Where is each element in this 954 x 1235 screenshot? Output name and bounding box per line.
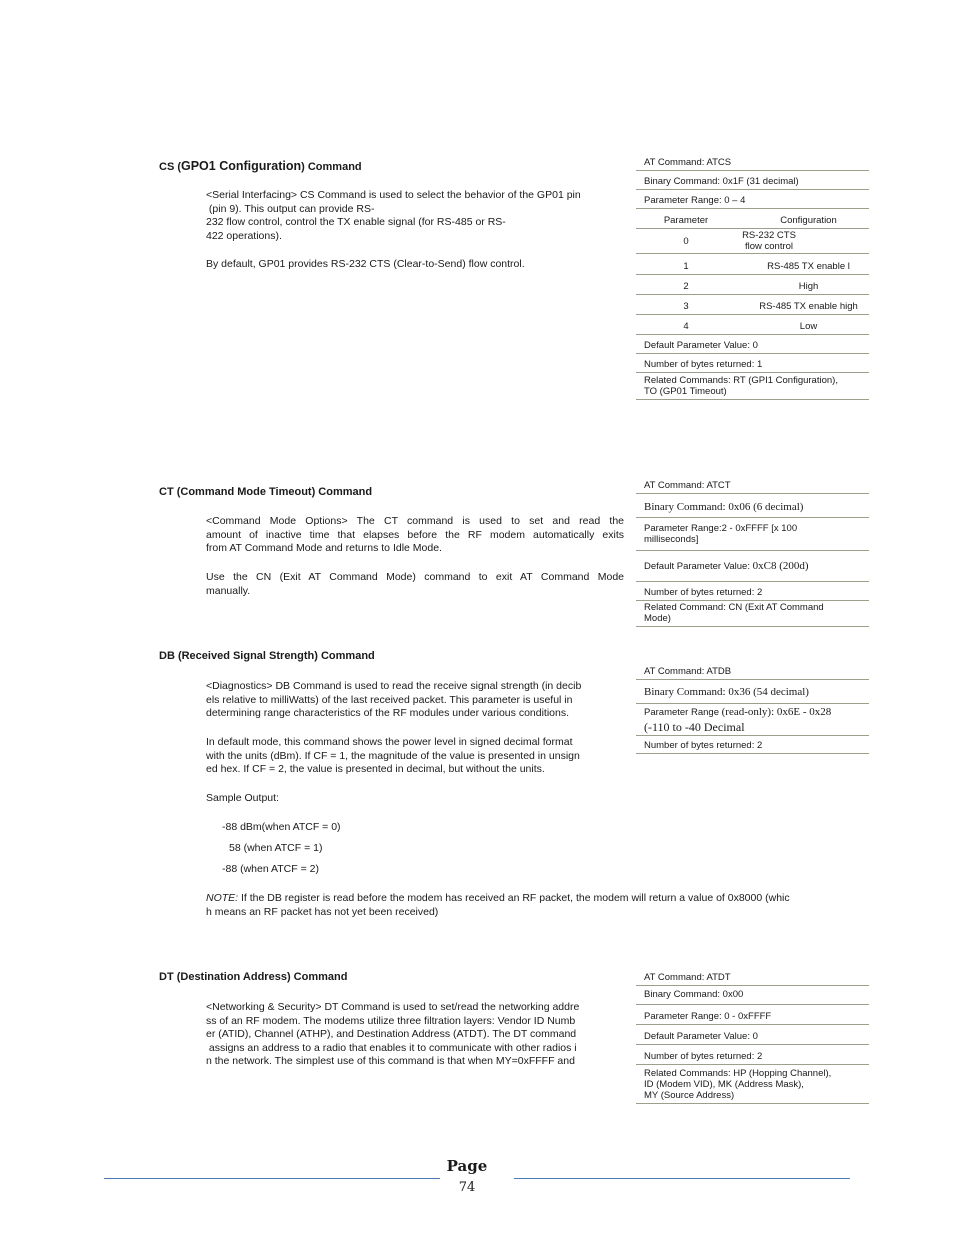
cs-parameter-range: Parameter Range: 0 – 4 [644, 195, 746, 206]
db-bytes-returned: Number of bytes returned: 2 [644, 740, 763, 751]
cs-paragraph-2: By default, GP01 provides RS-232 CTS (Clear-to-Send) flow control. [206, 258, 525, 270]
footer-rule-left [104, 1178, 440, 1179]
db-parameter-range [644, 705, 831, 734]
footer-page-number: 74 [458, 1180, 476, 1195]
dt-para1-line: <Networking & Security> DT Command is used to set/read the networking addre [206, 1001, 580, 1013]
db-note-label: NOTE: [206, 892, 239, 904]
cs-heading [159, 159, 362, 173]
ct-parameter-range-line: Parameter Range:2 - 0xFFFF [x 100 [644, 523, 798, 534]
db-info-table [636, 663, 869, 754]
ct-related-line: Related Command: CN (Exit AT Command [644, 602, 824, 613]
dt-paragraph-1 [206, 1001, 579, 1069]
cs-related-row [636, 373, 869, 400]
db-sample-line: 58 (when ATCF = 1) [229, 842, 323, 854]
db-note [206, 892, 790, 919]
cs-at-command: AT Command: ATCS [644, 157, 732, 168]
cs-option-row [636, 275, 869, 295]
ct-parameter-range-row [636, 518, 869, 551]
db-parameter-range-value: (read-only): 0x6E - 0x28 [721, 706, 832, 718]
cs-parameter-range-row [636, 190, 869, 209]
dt-default-value-row [636, 1025, 869, 1045]
dt-at-command: AT Command: ATDT [644, 972, 731, 983]
cs-binary-command-row [636, 171, 869, 190]
ct-para1-line: from AT Command Mode and returns to Idle Mode. [206, 542, 442, 554]
db-para1-line: els relative to milliWatts) of the last received packet. This parameter is useful in [206, 693, 573, 706]
db-binary-command: Binary Command: 0x36 (54 decimal) [644, 686, 809, 698]
cs-option-param: 3 [683, 301, 689, 312]
db-sample-label: Sample Output: [206, 792, 279, 804]
db-para2-line: ed hex. If CF = 2, the value is presented in decimal, but without the units. [206, 763, 545, 775]
dt-info-table [636, 969, 869, 1104]
ct-para2-line: Use the CN (Exit AT Command Mode) command to exit AT Command Mode [206, 571, 624, 583]
dt-para1-line: ss of an RF modem. The modems utilize three filtration layers: Vendor ID Numb [206, 1014, 576, 1027]
dt-related-line: MY (Source Address) [644, 1090, 735, 1101]
ct-paragraph-1 [206, 515, 624, 556]
dt-para1-line: er (ATID), Channel (ATHP), and Destination Address (ATDT). The DT command [206, 1028, 577, 1040]
dt-parameter-range-row [636, 1005, 869, 1025]
ct-at-command-row [636, 477, 869, 494]
dt-related-line: ID (Modem VID), MK (Address Mask), [644, 1079, 804, 1090]
cs-related-line: TO (GP01 Timeout) [644, 386, 727, 397]
dt-para1-line: n the network. The simplest use of this command is that when MY=0xFFFF and [206, 1055, 575, 1067]
ct-binary-command-row [636, 494, 869, 518]
footer-rule-right [514, 1178, 850, 1179]
cs-option-param: 4 [683, 321, 689, 332]
db-parameter-range-prefix: Parameter Range [644, 707, 722, 718]
cs-heading-name: GPO1 Configuration [181, 159, 302, 173]
ct-at-command: AT Command: ATCT [644, 480, 731, 491]
dt-default-value: Default Parameter Value: 0 [644, 1031, 758, 1042]
dt-bytes-returned: Number of bytes returned: 2 [644, 1051, 763, 1062]
cs-binary-command: Binary Command: 0x1F (31 decimal) [644, 176, 799, 187]
db-para1-line: <Diagnostics> DB Command is used to read the receive signal strength (in decib [206, 680, 582, 692]
ct-heading: CT (Command Mode Timeout) Command [159, 486, 373, 498]
cs-option-row [636, 229, 869, 254]
ct-para2-line: manually. [206, 584, 251, 597]
ct-paragraph-2 [206, 571, 624, 598]
footer-page-label: Page [446, 1157, 488, 1175]
db-sample-line: -88 dBm(when ATCF = 0) [222, 821, 341, 833]
cs-col-parameter: Parameter [663, 215, 709, 226]
db-at-command-row [636, 663, 869, 680]
cs-related-line: Related Commands: RT (GPI1 Configuration), [644, 375, 838, 386]
dt-binary-command-row [636, 986, 869, 1005]
db-para2-line: In default mode, this command shows the power level in signed decimal format [206, 736, 573, 748]
db-binary-command-row [636, 680, 869, 704]
cs-heading-prefix: CS ( [159, 161, 181, 173]
ct-para1-line: amount of inactive time that elapses before the RF modem automatically exits [206, 528, 624, 541]
cs-info-table [636, 152, 869, 400]
db-heading: DB (Received Signal Strength) Command [159, 650, 375, 662]
cs-option-row [636, 254, 869, 275]
ct-bytes-returned-row [636, 582, 869, 601]
cs-para1-line: <Serial Interfacing> CS Command is used to select the behavior of the GP01 pin [206, 189, 581, 201]
dt-at-command-row [636, 969, 869, 986]
cs-option-row [636, 295, 869, 315]
cs-option-config-line: RS-232 CTS [742, 230, 796, 241]
db-paragraph-2 [206, 736, 580, 777]
dt-related [644, 1068, 831, 1101]
db-sample-line: -88 (when ATCF = 2) [222, 863, 319, 875]
cs-option-config: RS-485 TX enable l [767, 261, 850, 272]
cs-option-config: High [798, 281, 819, 292]
dt-heading: DT (Destination Address) Command [159, 971, 348, 983]
dt-related-row [636, 1065, 869, 1104]
cs-option-config: RS-485 TX enable high [759, 301, 858, 312]
cs-default-value-row [636, 335, 869, 354]
cs-option-config: Low [799, 321, 818, 332]
ct-info-table [636, 477, 869, 627]
ct-para1-line: <Command Mode Options> The CT command is used to set and read the [206, 515, 624, 527]
db-paragraph-1 [206, 680, 581, 721]
ct-binary-command: Binary Command: 0x06 (6 decimal) [644, 501, 804, 513]
dt-binary-command: Binary Command: 0x00 [644, 989, 744, 1000]
dt-para1-line: assigns an address to a radio that enables it to communicate with other radios i [206, 1041, 577, 1054]
db-para2-line: with the units (dBm). If CF = 1, the magnitude of the value is presented in unsign [206, 749, 580, 762]
cs-paragraph-1 [206, 189, 581, 243]
db-parameter-range-decimal: (-110 to -40 Decimal [644, 720, 745, 734]
cs-options-header-row [636, 209, 869, 229]
ct-parameter-range [644, 523, 797, 545]
dt-parameter-range: Parameter Range: 0 - 0xFFFF [644, 1011, 772, 1022]
cs-bytes-returned: Number of bytes returned: 1 [644, 359, 763, 370]
cs-para1-line: (pin 9). This output can provide RS- [206, 202, 375, 215]
ct-default-prefix: Default Parameter Value: [644, 561, 753, 572]
ct-default-value-row [636, 551, 869, 582]
cs-para1-line: 422 operations). [206, 229, 282, 242]
ct-default-number: 0xC8 (200d) [752, 560, 809, 572]
cs-default-value: Default Parameter Value: 0 [644, 340, 758, 351]
db-bytes-returned-row [636, 736, 869, 754]
db-at-command: AT Command: ATDB [644, 666, 732, 677]
cs-col-configuration: Configuration [780, 215, 837, 226]
cs-at-command-row [636, 152, 869, 171]
db-parameter-range-row [636, 704, 869, 736]
cs-option-param: 1 [683, 261, 689, 272]
ct-default-value [644, 561, 809, 572]
cs-option-row [636, 315, 869, 335]
cs-option-config [732, 230, 806, 252]
ct-related [644, 602, 824, 624]
cs-option-config-line: flow control [744, 241, 794, 252]
ct-related-line: Mode) [644, 613, 671, 624]
ct-related-row [636, 601, 869, 627]
dt-bytes-returned-row [636, 1045, 869, 1065]
cs-heading-suffix: ) Command [301, 161, 362, 173]
ct-parameter-range-line: milliseconds] [644, 534, 699, 545]
db-para1-line: determining range characteristics of the RF modules under various conditions. [206, 707, 570, 719]
cs-option-param: 2 [683, 281, 689, 292]
db-note-line: h means an RF packet has not yet been received) [206, 905, 439, 918]
db-note-line: If the DB register is read before the modem has received an RF packet, the modem will return a value of 0x8000 (whic [238, 892, 790, 904]
cs-related [644, 375, 838, 397]
cs-para1-line: 232 flow control, control the TX enable signal (for RS-485 or RS- [206, 216, 506, 228]
ct-bytes-returned: Number of bytes returned: 2 [644, 587, 763, 598]
dt-related-line: Related Commands: HP (Hopping Channel), [644, 1068, 832, 1079]
cs-bytes-returned-row [636, 354, 869, 373]
cs-option-param: 0 [683, 236, 689, 247]
